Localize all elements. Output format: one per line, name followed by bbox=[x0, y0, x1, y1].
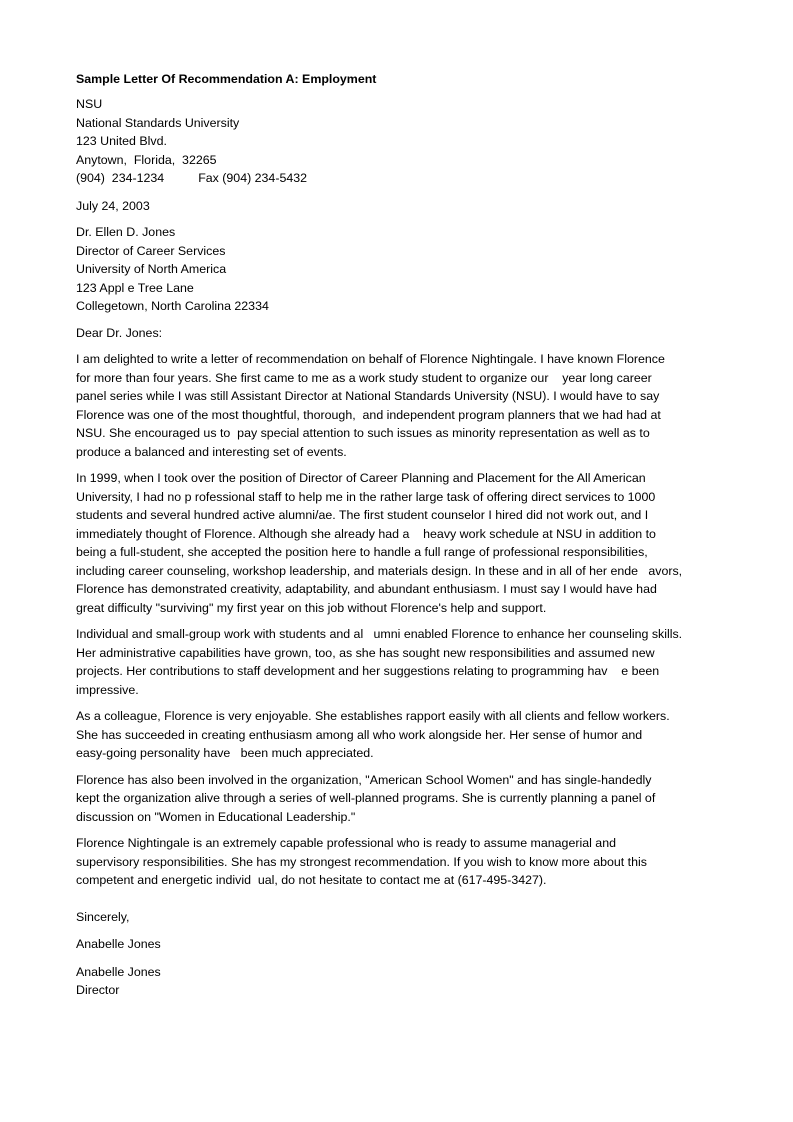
paragraph-line: great difficulty "surviving" my first year on this job without Florence's help and support. bbox=[76, 600, 547, 615]
paragraph-line: impressive. bbox=[76, 682, 139, 697]
sender-contact-line bbox=[76, 169, 716, 188]
paragraph-line: In 1999, when I took over the position of Director of Career Planning and Placement for the All American bbox=[76, 471, 646, 485]
typed-name: Anabelle Jones bbox=[76, 964, 161, 979]
paragraph-line: I am delighted to write a letter of recommendation on behalf of Florence Nightingale. I have known Florence bbox=[76, 352, 665, 366]
sender-line: NSU bbox=[76, 97, 103, 111]
paragraph-line: Her administrative capabilities have grown, too, as she has sought new responsibilities and assumed new bbox=[76, 645, 655, 660]
paragraph-line: including career counseling, workshop leadership, and materials design. In these and in all of her ende avors, bbox=[76, 563, 683, 578]
sender-address bbox=[76, 95, 716, 188]
paragraph-line: being a full-student, she accepted the position here to handle a full range of professional responsibilities, bbox=[76, 545, 648, 559]
body-paragraph bbox=[76, 469, 716, 617]
sender-fax: Fax (904) 234-5432 bbox=[198, 171, 308, 185]
paragraph-line: kept the organization alive through a series of well-planned programs. She is currently planning a panel of bbox=[76, 791, 656, 805]
recipient-line: Dr. Ellen D. Jones bbox=[76, 225, 176, 239]
recipient-line: University of North America bbox=[76, 262, 227, 276]
signature bbox=[76, 935, 716, 954]
letter-date bbox=[76, 197, 716, 216]
paragraph-line: Individual and small-group work with students and al umni enabled Florence to enhance her counseling skills. bbox=[76, 627, 683, 641]
paragraph-line: She has succeeded in creating enthusiasm among all who work alongside her. Her sense of humor and bbox=[76, 727, 643, 742]
recipient-line: 123 Appl e Tree Lane bbox=[76, 280, 194, 295]
paragraph-line: supervisory responsibilities. She has my strongest recommendation. If you wish to know more about this bbox=[76, 854, 647, 869]
paragraph-line: As a colleague, Florence is very enjoyable. She establishes rapport easily with all clients and fellow workers. bbox=[76, 709, 670, 723]
paragraph-line: for more than four years. She first came to me as a work study student to organize our year long career bbox=[76, 370, 652, 385]
recipient-address bbox=[76, 223, 716, 316]
sender-phone: (904) 234-1234 bbox=[76, 171, 165, 185]
sender-line: 123 United Blvd. bbox=[76, 134, 167, 148]
letter-body bbox=[76, 350, 716, 890]
body-paragraph bbox=[76, 707, 716, 763]
paragraph-line: panel series while I was still Assistant Director at National Standards University (NSU). I would have to say bbox=[76, 389, 660, 403]
paragraph-line: competent and energetic individ ual, do not hesitate to contact me at (617-495-3427). bbox=[76, 873, 547, 887]
closing-text: Sincerely, bbox=[76, 909, 130, 924]
paragraph-line: Florence has also been involved in the organization, "American School Women" and has single-handedly bbox=[76, 772, 652, 787]
paragraph-line: immediately thought of Florence. Although she already had a heavy work schedule at NSU in addition to bbox=[76, 526, 656, 541]
salutation-text: Dear Dr. Jones: bbox=[76, 325, 163, 340]
letter-page bbox=[76, 70, 716, 1000]
body-paragraph bbox=[76, 834, 716, 890]
signature-name: Anabelle Jones bbox=[76, 937, 161, 951]
salutation bbox=[76, 324, 716, 343]
body-paragraph bbox=[76, 625, 716, 699]
sender-line: National Standards University bbox=[76, 115, 240, 130]
typed-title: Director bbox=[76, 983, 120, 997]
date-text: July 24, 2003 bbox=[76, 198, 150, 213]
paragraph-line: Florence Nightingale is an extremely capable professional who is ready to assume managerial and bbox=[76, 836, 616, 850]
body-paragraph bbox=[76, 350, 716, 461]
paragraph-line: projects. Her contributions to staff development and her suggestions relating to programming hav e been bbox=[76, 664, 660, 678]
paragraph-line: NSU. She encouraged us to pay special attention to such issues as minority representation as well as to bbox=[76, 426, 650, 440]
paragraph-line: students and several hundred active alumni/ae. The first student counselor I hired did not work out, and I bbox=[76, 508, 649, 522]
closing bbox=[76, 908, 716, 927]
body-paragraph bbox=[76, 771, 716, 827]
paragraph-line: produce a balanced and interesting set of events. bbox=[76, 444, 347, 459]
paragraph-line: University, I had no p rofessional staff to help me in the rather large task of offering direct services to 1000 bbox=[76, 489, 656, 504]
typed-signature bbox=[76, 963, 716, 1000]
recipient-line: Director of Career Services bbox=[76, 243, 226, 258]
paragraph-line: discussion on "Women in Educational Leadership." bbox=[76, 809, 356, 824]
recipient-line: Collegetown, North Carolina 22334 bbox=[76, 299, 269, 313]
paragraph-line: Florence was one of the most thoughtful, thorough, and independent program planners that we had had at bbox=[76, 407, 661, 422]
document-title: Sample Letter Of Recommendation A: Employment bbox=[76, 72, 377, 86]
paragraph-line: Florence has demonstrated creativity, adaptability, and abundant enthusiasm. I must say I would have had bbox=[76, 582, 657, 596]
paragraph-line: easy-going personality have been much appreciated. bbox=[76, 746, 374, 760]
sender-line: Anytown, Florida, 32265 bbox=[76, 152, 217, 167]
